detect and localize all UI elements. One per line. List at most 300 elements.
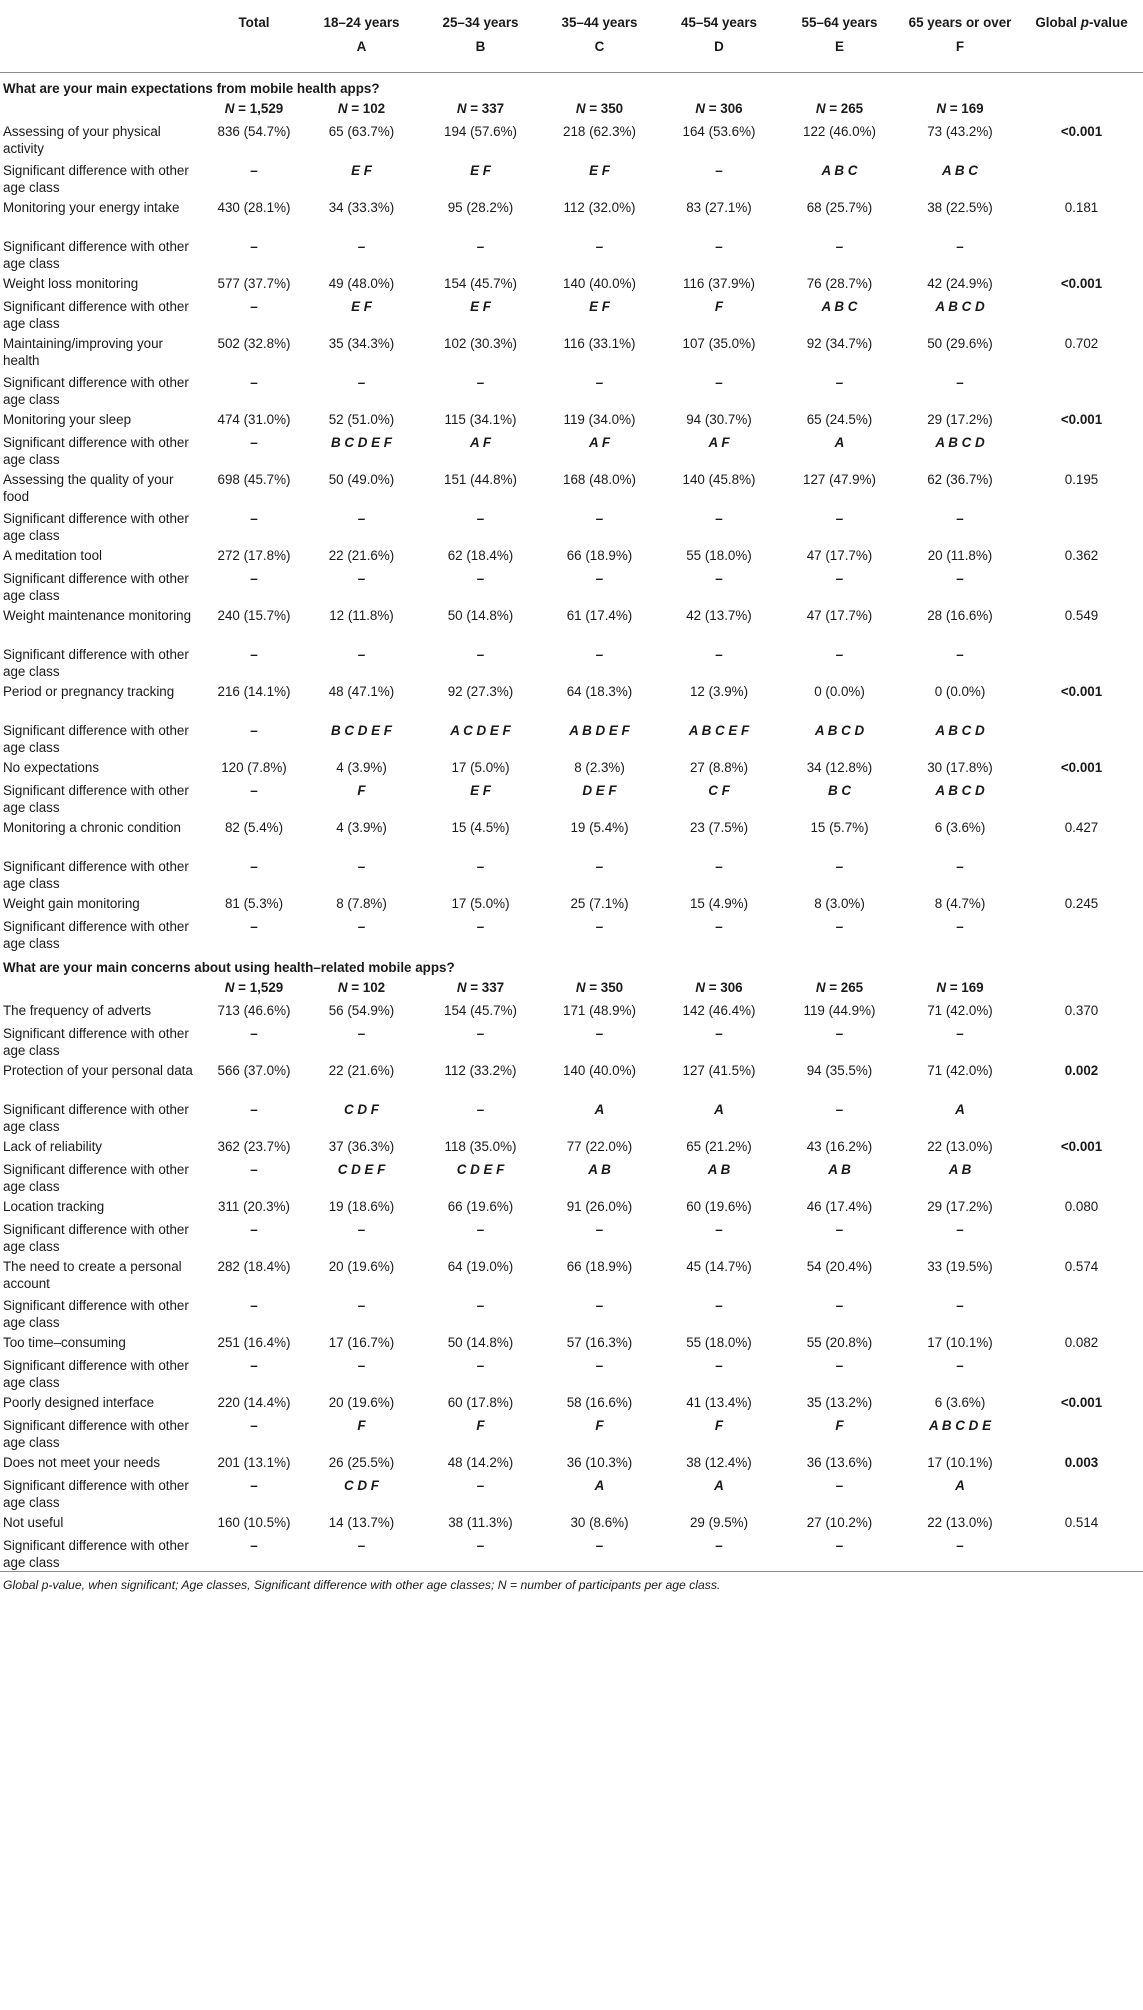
- significance-cell: A: [714, 1101, 724, 1117]
- significance-cell: B C D E F: [330, 434, 392, 450]
- header-age-d: 45–54 years: [681, 15, 757, 30]
- significance-row: [0, 568, 1143, 604]
- significance-row: [0, 1159, 1143, 1195]
- sample-size-cell: N = 102: [337, 100, 386, 116]
- data-cell: 8 (3.0%): [814, 895, 865, 911]
- significance-row: [0, 1475, 1143, 1511]
- data-cell: 502 (32.8%): [217, 335, 291, 351]
- table-row: [0, 816, 1143, 856]
- data-cell: 22 (21.6%): [328, 1062, 395, 1078]
- table-row: [0, 892, 1143, 916]
- significance-cell: –: [476, 1221, 485, 1237]
- significance-cell: F: [476, 1417, 485, 1433]
- table-row: [0, 1331, 1143, 1355]
- significance-cell: –: [476, 570, 485, 586]
- significance-cell: –: [715, 238, 723, 254]
- data-cell: 94 (30.7%): [686, 411, 752, 427]
- significance-row: [0, 1355, 1143, 1391]
- significance-cell: A B C D: [935, 298, 985, 314]
- significance-label: Significant difference with other age class: [3, 646, 189, 679]
- pvalue-cell: 0.702: [1064, 335, 1099, 351]
- table-row: [0, 272, 1143, 296]
- row-label: Does not meet your needs: [3, 1454, 161, 1470]
- significance-label: Significant difference with other age class: [3, 722, 189, 755]
- row-label: Lack of reliability: [3, 1138, 102, 1154]
- header-age-a: 18–24 years: [323, 15, 400, 30]
- pvalue-cell: 0.574: [1064, 1258, 1099, 1274]
- significance-label: Significant difference with other age class: [3, 374, 189, 407]
- significance-cell: E F: [470, 298, 491, 314]
- significance-cell: –: [206, 1535, 302, 1572]
- data-cell: 30 (8.6%): [570, 1514, 629, 1530]
- data-cell: 27 (10.2%): [806, 1514, 873, 1530]
- data-cell: 713 (46.6%): [217, 1002, 291, 1018]
- data-cell: 22 (13.0%): [927, 1514, 993, 1530]
- significance-cell: –: [715, 646, 723, 662]
- data-cell: 55 (20.8%): [806, 1334, 873, 1350]
- sample-size-row: [0, 977, 1143, 999]
- sample-size-cell: N = 265: [815, 979, 864, 995]
- data-cell: 116 (37.9%): [683, 275, 755, 291]
- significance-row: [0, 644, 1143, 680]
- sample-size-cell: N = 337: [456, 979, 505, 995]
- significance-cell: –: [476, 1357, 485, 1373]
- data-cell: 34 (33.3%): [328, 199, 395, 215]
- significance-cell: –: [715, 1297, 723, 1313]
- significance-cell: –: [956, 1297, 964, 1313]
- significance-cell: –: [900, 1535, 1020, 1572]
- data-cell: 66 (18.9%): [566, 547, 633, 563]
- table-row: [0, 604, 1143, 644]
- row-label: Monitoring your energy intake: [3, 199, 180, 215]
- data-cell: 430 (28.1%): [217, 199, 291, 215]
- header-age-f: 65 years or over: [908, 15, 1012, 30]
- significance-cell: –: [250, 918, 258, 934]
- data-cell: 8 (4.7%): [934, 895, 986, 911]
- row-label: Poorly designed interface: [3, 1394, 155, 1410]
- significance-cell: –: [250, 374, 258, 390]
- data-cell: 20 (11.8%): [927, 547, 993, 563]
- significance-cell: A B: [588, 1161, 611, 1177]
- significance-cell: –: [421, 1535, 540, 1572]
- data-cell: 38 (22.5%): [927, 199, 993, 215]
- significance-row: [0, 1295, 1143, 1331]
- data-cell: 60 (19.6%): [686, 1198, 752, 1214]
- table-footnote: Global p-value, when significant; Age classes, Significant difference with other age classes; N = number of participants per age class.: [3, 1577, 721, 1592]
- data-cell: 82 (5.4%): [224, 819, 284, 835]
- significance-label: Significant difference with other age class: [3, 1025, 189, 1058]
- sample-size-cell: N = 169: [936, 979, 984, 995]
- significance-label: Significant difference with other age class: [3, 162, 189, 195]
- significance-cell: –: [595, 918, 604, 934]
- significance-cell: –: [715, 858, 723, 874]
- header-letter-c: C: [540, 38, 659, 73]
- significance-cell: B C: [827, 782, 852, 798]
- significance-cell: –: [476, 918, 485, 934]
- significance-row: [0, 856, 1143, 892]
- pvalue-cell: 0.181: [1064, 199, 1099, 215]
- significance-label: Significant difference with other age class: [3, 1357, 189, 1390]
- data-cell: 118 (35.0%): [444, 1138, 517, 1154]
- significance-cell: –: [250, 1101, 258, 1117]
- data-cell: 38 (11.3%): [448, 1514, 513, 1530]
- data-cell: 120 (7.8%): [221, 759, 287, 775]
- significance-cell: A: [714, 1477, 724, 1493]
- significance-cell: –: [476, 858, 485, 874]
- data-cell: 168 (48.0%): [563, 471, 636, 487]
- data-cell: 55 (18.0%): [686, 547, 752, 563]
- data-cell: 127 (47.9%): [803, 471, 876, 487]
- significance-cell: –: [250, 1221, 258, 1237]
- table-row: [0, 120, 1143, 160]
- significance-cell: –: [595, 1025, 604, 1041]
- data-cell: 20 (19.6%): [328, 1258, 395, 1274]
- data-cell: 52 (51.0%): [328, 411, 395, 427]
- significance-cell: –: [956, 374, 964, 390]
- data-cell: 48 (14.2%): [447, 1454, 514, 1470]
- significance-cell: –: [357, 570, 366, 586]
- data-cell: 26 (25.5%): [328, 1454, 395, 1470]
- data-cell: 25 (7.1%): [570, 895, 629, 911]
- significance-row: [0, 432, 1143, 468]
- table-row: [0, 196, 1143, 236]
- row-label: Location tracking: [3, 1198, 105, 1214]
- significance-row: [0, 1415, 1143, 1451]
- significance-cell: –: [476, 1025, 485, 1041]
- significance-cell: A B C D: [935, 722, 985, 738]
- significance-cell: A B C: [821, 162, 858, 178]
- significance-cell: –: [302, 1535, 421, 1572]
- data-cell: 127 (41.5%): [682, 1062, 756, 1078]
- data-cell: 73 (43.2%): [927, 123, 993, 139]
- header-age-e: 55–64 years: [801, 15, 878, 30]
- data-cell: 36 (10.3%): [566, 1454, 633, 1470]
- data-cell: 8 (7.8%): [336, 895, 387, 911]
- data-cell: 58 (16.6%): [566, 1394, 633, 1410]
- significance-cell: –: [250, 298, 258, 314]
- significance-cell: –: [956, 570, 964, 586]
- data-cell: 17 (10.1%): [927, 1454, 993, 1470]
- table-row: [0, 1059, 1143, 1099]
- significance-cell: –: [476, 1297, 485, 1313]
- significance-cell: –: [595, 510, 604, 526]
- section-title: What are your main expectations from mobile health apps?: [3, 81, 380, 96]
- data-cell: 362 (23.7%): [217, 1138, 291, 1154]
- significance-cell: A B C D E: [929, 1417, 991, 1433]
- significance-cell: –: [659, 1535, 779, 1572]
- data-cell: 282 (18.4%): [217, 1258, 291, 1274]
- row-label: Assessing the quality of your food: [3, 471, 174, 504]
- significance-cell: A: [594, 1477, 605, 1493]
- significance-cell: A B D E F: [569, 722, 630, 738]
- data-cell: 22 (21.6%): [328, 547, 395, 563]
- data-cell: 42 (24.9%): [927, 275, 993, 291]
- significance-cell: A C D E F: [450, 722, 511, 738]
- header-age-c: 35–44 years: [561, 15, 638, 30]
- pvalue-cell: 0.427: [1064, 819, 1099, 835]
- significance-label: Significant difference with other age class: [3, 1417, 189, 1450]
- significance-cell: –: [250, 570, 258, 586]
- significance-cell: C D E F: [456, 1161, 505, 1177]
- significance-cell: –: [250, 858, 258, 874]
- table-row: [0, 999, 1143, 1023]
- row-label: Period or pregnancy tracking: [3, 683, 175, 699]
- row-label: The frequency of adverts: [3, 1002, 152, 1018]
- pvalue-cell: <0.001: [1060, 1138, 1103, 1154]
- table-row: [0, 1255, 1143, 1295]
- row-label: Monitoring your sleep: [3, 411, 132, 427]
- data-cell: 55 (18.0%): [686, 1334, 752, 1350]
- significance-cell: C D F: [344, 1477, 379, 1493]
- significance-cell: –: [250, 1477, 258, 1493]
- data-cell: 49 (48.0%): [328, 275, 395, 291]
- significance-cell: –: [595, 238, 604, 254]
- significance-label: Significant difference with other age class: [3, 1297, 189, 1330]
- table-row: [0, 408, 1143, 432]
- data-cell: 33 (19.5%): [927, 1258, 993, 1274]
- significance-label: Significant difference with other age class: [3, 570, 189, 603]
- table-row: [0, 332, 1143, 372]
- data-cell: 164 (53.6%): [682, 123, 756, 139]
- significance-cell: –: [835, 858, 844, 874]
- significance-cell: –: [595, 1357, 604, 1373]
- significance-cell: A: [955, 1477, 965, 1493]
- significance-cell: –: [715, 1357, 723, 1373]
- significance-cell: A B C: [942, 162, 978, 178]
- data-cell: 8 (2.3%): [574, 759, 625, 775]
- significance-cell: –: [835, 1477, 844, 1493]
- data-cell: 102 (30.3%): [444, 335, 517, 351]
- data-cell: 37 (36.3%): [328, 1138, 395, 1154]
- significance-cell: –: [357, 510, 366, 526]
- significance-cell: –: [357, 1221, 366, 1237]
- significance-cell: A: [955, 1101, 965, 1117]
- section-title: What are your main concerns about using health–related mobile apps?: [3, 959, 455, 975]
- significance-row: [0, 1535, 1143, 1572]
- significance-cell: –: [250, 782, 258, 798]
- significance-cell: F: [357, 782, 366, 798]
- data-cell: 17 (10.1%): [927, 1334, 993, 1350]
- data-cell: 12 (3.9%): [689, 683, 749, 699]
- significance-cell: –: [835, 1297, 844, 1313]
- data-cell: 15 (4.9%): [689, 895, 749, 911]
- row-label: Not useful: [3, 1514, 64, 1530]
- significance-cell: –: [835, 1357, 844, 1373]
- data-cell: 14 (13.7%): [328, 1514, 395, 1530]
- significance-cell: –: [595, 1297, 604, 1313]
- row-label: Maintaining/improving your health: [3, 335, 164, 368]
- significance-cell: C D F: [344, 1101, 379, 1117]
- data-cell: 81 (5.3%): [224, 895, 284, 911]
- section-title-row: [0, 73, 1143, 98]
- data-cell: 35 (34.3%): [328, 335, 395, 351]
- data-cell: 251 (16.4%): [217, 1334, 291, 1350]
- significance-cell: A B C D: [814, 722, 865, 738]
- data-cell: 566 (37.0%): [217, 1062, 291, 1078]
- significance-cell: –: [250, 1357, 258, 1373]
- data-cell: 38 (12.4%): [686, 1454, 752, 1470]
- data-cell: 77 (22.0%): [566, 1138, 633, 1154]
- row-label: Weight maintenance monitoring: [3, 607, 192, 623]
- significance-row: [0, 296, 1143, 332]
- significance-row: [0, 1219, 1143, 1255]
- data-cell: 4 (3.9%): [336, 819, 387, 835]
- significance-cell: –: [540, 1535, 659, 1572]
- sample-size-cell: N = 350: [575, 979, 624, 995]
- section-title-row: [0, 952, 1143, 977]
- significance-cell: A F: [588, 434, 611, 450]
- row-label: No expectations: [3, 759, 100, 775]
- header-letter-a: A: [302, 38, 421, 73]
- significance-cell: E F: [351, 162, 372, 178]
- data-cell: 66 (19.6%): [447, 1198, 514, 1214]
- data-cell: 91 (26.0%): [566, 1198, 633, 1214]
- significance-cell: –: [250, 1161, 258, 1177]
- data-cell: 17 (5.0%): [451, 895, 510, 911]
- significance-cell: F: [714, 1417, 724, 1433]
- significance-cell: –: [835, 510, 844, 526]
- data-cell: 29 (17.2%): [927, 1198, 993, 1214]
- data-cell: 34 (12.8%): [806, 759, 873, 775]
- significance-row: [0, 720, 1143, 756]
- significance-cell: D E F: [582, 782, 617, 798]
- data-cell: 36 (13.6%): [806, 1454, 873, 1470]
- significance-cell: –: [250, 434, 258, 450]
- sample-size-cell: N = 102: [337, 979, 386, 995]
- data-cell: 61 (17.4%): [566, 607, 633, 623]
- header-letter-d: D: [659, 38, 779, 73]
- significance-row: [0, 780, 1143, 816]
- significance-row: [0, 236, 1143, 272]
- data-cell: 83 (27.1%): [686, 199, 752, 215]
- data-cell: 43 (16.2%): [806, 1138, 873, 1154]
- row-label: Protection of your personal data: [3, 1062, 193, 1078]
- data-cell: 22 (13.0%): [927, 1138, 993, 1154]
- row-label: Too time–consuming: [3, 1334, 126, 1350]
- significance-cell: –: [835, 646, 844, 662]
- data-cell: 220 (14.4%): [217, 1394, 291, 1410]
- significance-cell: –: [956, 858, 964, 874]
- significance-cell: –: [250, 722, 258, 738]
- data-cell: 23 (7.5%): [689, 819, 749, 835]
- significance-cell: –: [250, 1025, 258, 1041]
- row-label: Weight gain monitoring: [3, 895, 140, 911]
- significance-label: Significant difference with other age class: [3, 510, 189, 543]
- significance-cell: –: [715, 374, 723, 390]
- significance-cell: –: [250, 162, 258, 178]
- significance-label: Significant difference with other age class: [3, 858, 189, 891]
- significance-cell: –: [250, 238, 258, 254]
- data-cell: 119 (34.0%): [563, 411, 636, 427]
- data-cell: 76 (28.7%): [806, 275, 873, 291]
- data-cell: 35 (13.2%): [806, 1394, 873, 1410]
- data-cell: 15 (5.7%): [810, 819, 869, 835]
- sample-size-cell: N = 1,529: [224, 979, 284, 995]
- significance-cell: A B: [948, 1161, 972, 1177]
- significance-cell: F: [835, 1417, 844, 1433]
- data-cell: 66 (18.9%): [566, 1258, 633, 1274]
- pvalue-cell: <0.001: [1060, 683, 1103, 699]
- significance-cell: A B C E F: [688, 722, 750, 738]
- significance-cell: –: [715, 1025, 723, 1041]
- row-label: Weight loss monitoring: [3, 275, 139, 291]
- significance-cell: A: [594, 1101, 605, 1117]
- data-cell: 68 (25.7%): [806, 199, 873, 215]
- data-cell: 240 (15.7%): [217, 607, 291, 623]
- data-cell: 50 (14.8%): [447, 1334, 514, 1350]
- data-cell: 64 (18.3%): [566, 683, 633, 699]
- significance-cell: –: [250, 646, 258, 662]
- significance-label: Significant difference with other age class: [3, 782, 189, 815]
- significance-cell: C D E F: [337, 1161, 386, 1177]
- significance-cell: A B C D: [935, 782, 985, 798]
- pvalue-cell: 0.514: [1064, 1514, 1099, 1530]
- sample-size-cell: N = 350: [575, 100, 624, 116]
- data-cell: 28 (16.6%): [927, 607, 993, 623]
- data-cell: 171 (48.9%): [563, 1002, 636, 1018]
- header-letter-e: E: [779, 38, 900, 73]
- pvalue-cell: 0.195: [1064, 471, 1099, 487]
- pvalue-cell: <0.001: [1060, 1394, 1103, 1410]
- pvalue-cell: <0.001: [1060, 275, 1103, 291]
- data-cell: 47 (17.7%): [806, 547, 873, 563]
- data-cell: 19 (5.4%): [570, 819, 629, 835]
- significance-cell: E F: [351, 298, 372, 314]
- significance-label: Significant difference with other age class: [3, 1221, 189, 1254]
- header-age-b: 25–34 years: [442, 15, 519, 30]
- significance-cell: –: [779, 1535, 900, 1572]
- significance-cell: –: [357, 918, 366, 934]
- significance-cell: –: [835, 570, 844, 586]
- data-cell: 50 (14.8%): [447, 607, 514, 623]
- data-cell: 698 (45.7%): [217, 471, 291, 487]
- significance-cell: –: [357, 374, 366, 390]
- data-cell: 48 (47.1%): [328, 683, 395, 699]
- significance-label: Significant difference with other age class: [3, 1477, 189, 1510]
- table-row: [0, 756, 1143, 780]
- data-cell: 50 (49.0%): [328, 471, 395, 487]
- significance-cell: –: [595, 374, 604, 390]
- row-label: Assessing of your physical activity: [3, 123, 161, 156]
- significance-cell: –: [715, 570, 723, 586]
- data-cell: 119 (44.9%): [803, 1002, 876, 1018]
- significance-cell: F: [714, 298, 724, 314]
- significance-cell: –: [595, 1221, 604, 1237]
- data-cell: 54 (20.4%): [806, 1258, 873, 1274]
- significance-cell: E F: [589, 162, 610, 178]
- pvalue-cell: <0.001: [1060, 759, 1103, 775]
- significance-cell: A B: [828, 1161, 851, 1177]
- data-cell: 30 (17.8%): [927, 759, 993, 775]
- significance-row: [0, 372, 1143, 408]
- data-cell: 107 (35.0%): [682, 335, 756, 351]
- header-total: Total: [238, 15, 270, 30]
- significance-cell: B C D E F: [330, 722, 392, 738]
- table-row: [0, 1391, 1143, 1415]
- significance-cell: –: [595, 646, 604, 662]
- data-cell: 272 (17.8%): [217, 547, 291, 563]
- significance-cell: –: [250, 1417, 258, 1433]
- significance-cell: –: [835, 918, 844, 934]
- significance-cell: –: [715, 162, 723, 178]
- significance-label: Significant difference with other age class: [3, 434, 189, 467]
- significance-cell: –: [956, 238, 964, 254]
- data-cell: 115 (34.1%): [444, 411, 517, 427]
- significance-cell: –: [250, 1297, 258, 1313]
- significance-cell: –: [835, 238, 844, 254]
- significance-label: Significant difference with other age class: [0, 1535, 206, 1572]
- data-cell: 56 (54.9%): [328, 1002, 395, 1018]
